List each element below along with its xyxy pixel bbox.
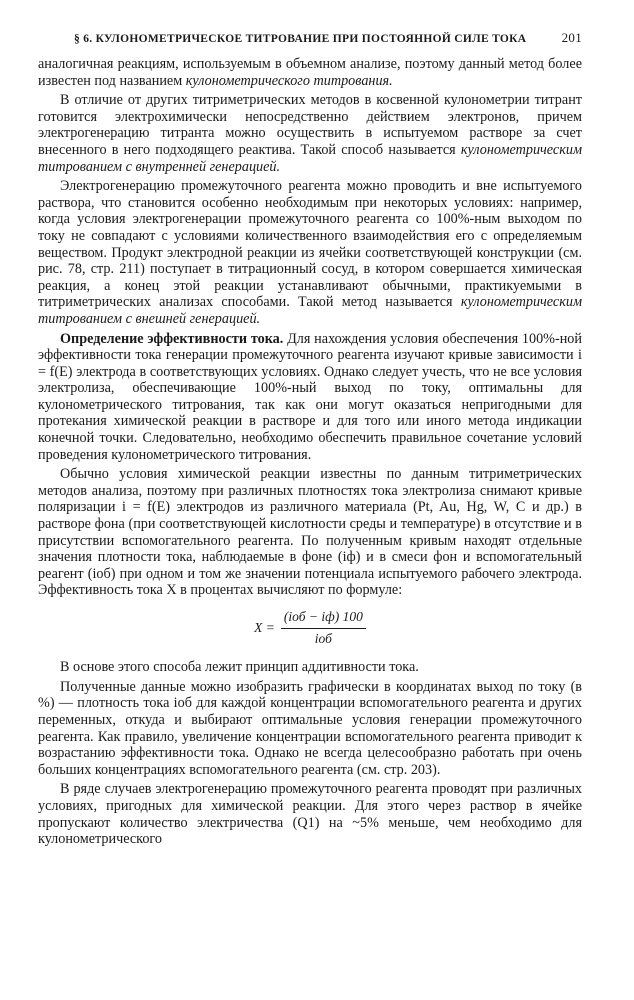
section-title: § 6. КУЛОНОМЕТРИЧЕСКОЕ ТИТРОВАНИЕ ПРИ ПОСТОЯННОЙ СИЛЕ ТОКА [74,33,527,45]
formula-denominator: iоб [314,630,332,646]
efficiency-formula [38,609,582,647]
paragraph-4: Определение эффективности тока. Для нахождения условия обеспечения 100%-ной эффективности тока генерации промежуточного реагента изучают кривые зависимости i = f(E) электрода в соответствующих условиях. Однако следует учесть, что не все условия электролиза, обеспечивающие 100%-ный выход по току, оптимальны для кулонометрического титрования, так как они могут оказаться непригодными для протекания химической реакции в растворе и для того или иного метода индикации конечной точки. Следовательно, необходимо обеспечить правильное сочетание условий проведения кулонометрического титрования. [38,330,582,463]
paragraph-6: В основе этого способа лежит принцип аддитивности тока. [60,659,419,676]
body-text [38,56,582,848]
paragraph-3: Электрогенерацию промежуточного реагента можно проводить и вне испытуемого раствора, что становится особенно необходимым при некоторых условиях: например, когда условия электрогенерации промежуточного реагента со 100%-ным выходом по току не совпадают с условиями количественного взаимодействия его с определяемым веществом. Продукт электродной реакции из ячейки соответствующей конструкции (см. рис. 78, стр. 211) поступает в титрационный сосуд, в котором совершается химическая реакция, а конец этой реакции устанавливают обычными, практикуемыми в титриметрических анализах способами. Такой метод называется кулонометрическим титрованием с внешней генерацией. [38,178,582,327]
formula-fraction [281,609,366,647]
paragraph-1: аналогичная реакциям, используемым в объемном анализе, поэтому данный метод более известен под названием кулонометрического титрования. [38,56,582,89]
term: кулонометрического титрования. [185,72,393,89]
page-number: 201 [561,30,582,45]
term: кулонометрическим титрованием с внутренней генерацией. [38,141,582,175]
paragraph-2: В отличие от других титриметрических методов в косвенной кулонометрии титрант готовится электрохимически непосредственно действием электронов, причем электрогенерацию титранта можно осуществить в испытуемом растворе за счет внесенного в него подходящего реактива. Такой способ называется кулонометрическим титрованием с внутренней генерацией. [38,92,582,175]
running-header [38,30,582,46]
paragraph-7: Полученные данные можно изобразить графически в координатах выход по току (в %) — плотность тока iоб для каждой концентрации вспомогательного реагента и других переменных, откуда и выбирают оптимальные условия генерации промежуточного реагента. Как правило, увеличение концентрации вспомогательного реагента приводит к возрастанию эффективности тока. Однако не всегда целесообразно работать при очень больших концентрациях вспомогательного реагента (см. стр. 203). [38,678,582,778]
subsection-heading: Определение эффективности тока. [60,330,284,347]
paragraph-8: В ряде случаев электрогенерацию промежуточного реагента проводят при различных условиях, пригодных для химической реакции. Для этого через раствор в ячейке пропускают количество электричества (Q1) на ~5% меньше, чем необходимо для кулонометрического [38,781,582,848]
formula-numerator: (iоб − iф) 100 [281,609,366,629]
term: кулонометрическим титрованием с внешней генерацией. [38,294,582,327]
paragraph-5: Обычно условия химической реакции известны по данным титриметрических методов анализа, поэтому при различных плотностях тока электролиза снимают кривые поляризации i = f(E) электродов из различного материала (Pt, Au, Hg, W, C и др.) в растворе фона (при соответствующей кислотности среды и температуре) в отсутствие и в присутствии вспомогательного реагента. По полученным кривым находят отдельные значения плотности тока, наблюдаемые в фоне (iф) и в смеси фон и вспомогательный реагент (iоб) при одном и том же значении потенциала испытуемого рабочего электрода. Эффективность тока X в процентах вычисляют по формуле: [38,466,582,599]
formula-lhs: X = [254,619,275,635]
